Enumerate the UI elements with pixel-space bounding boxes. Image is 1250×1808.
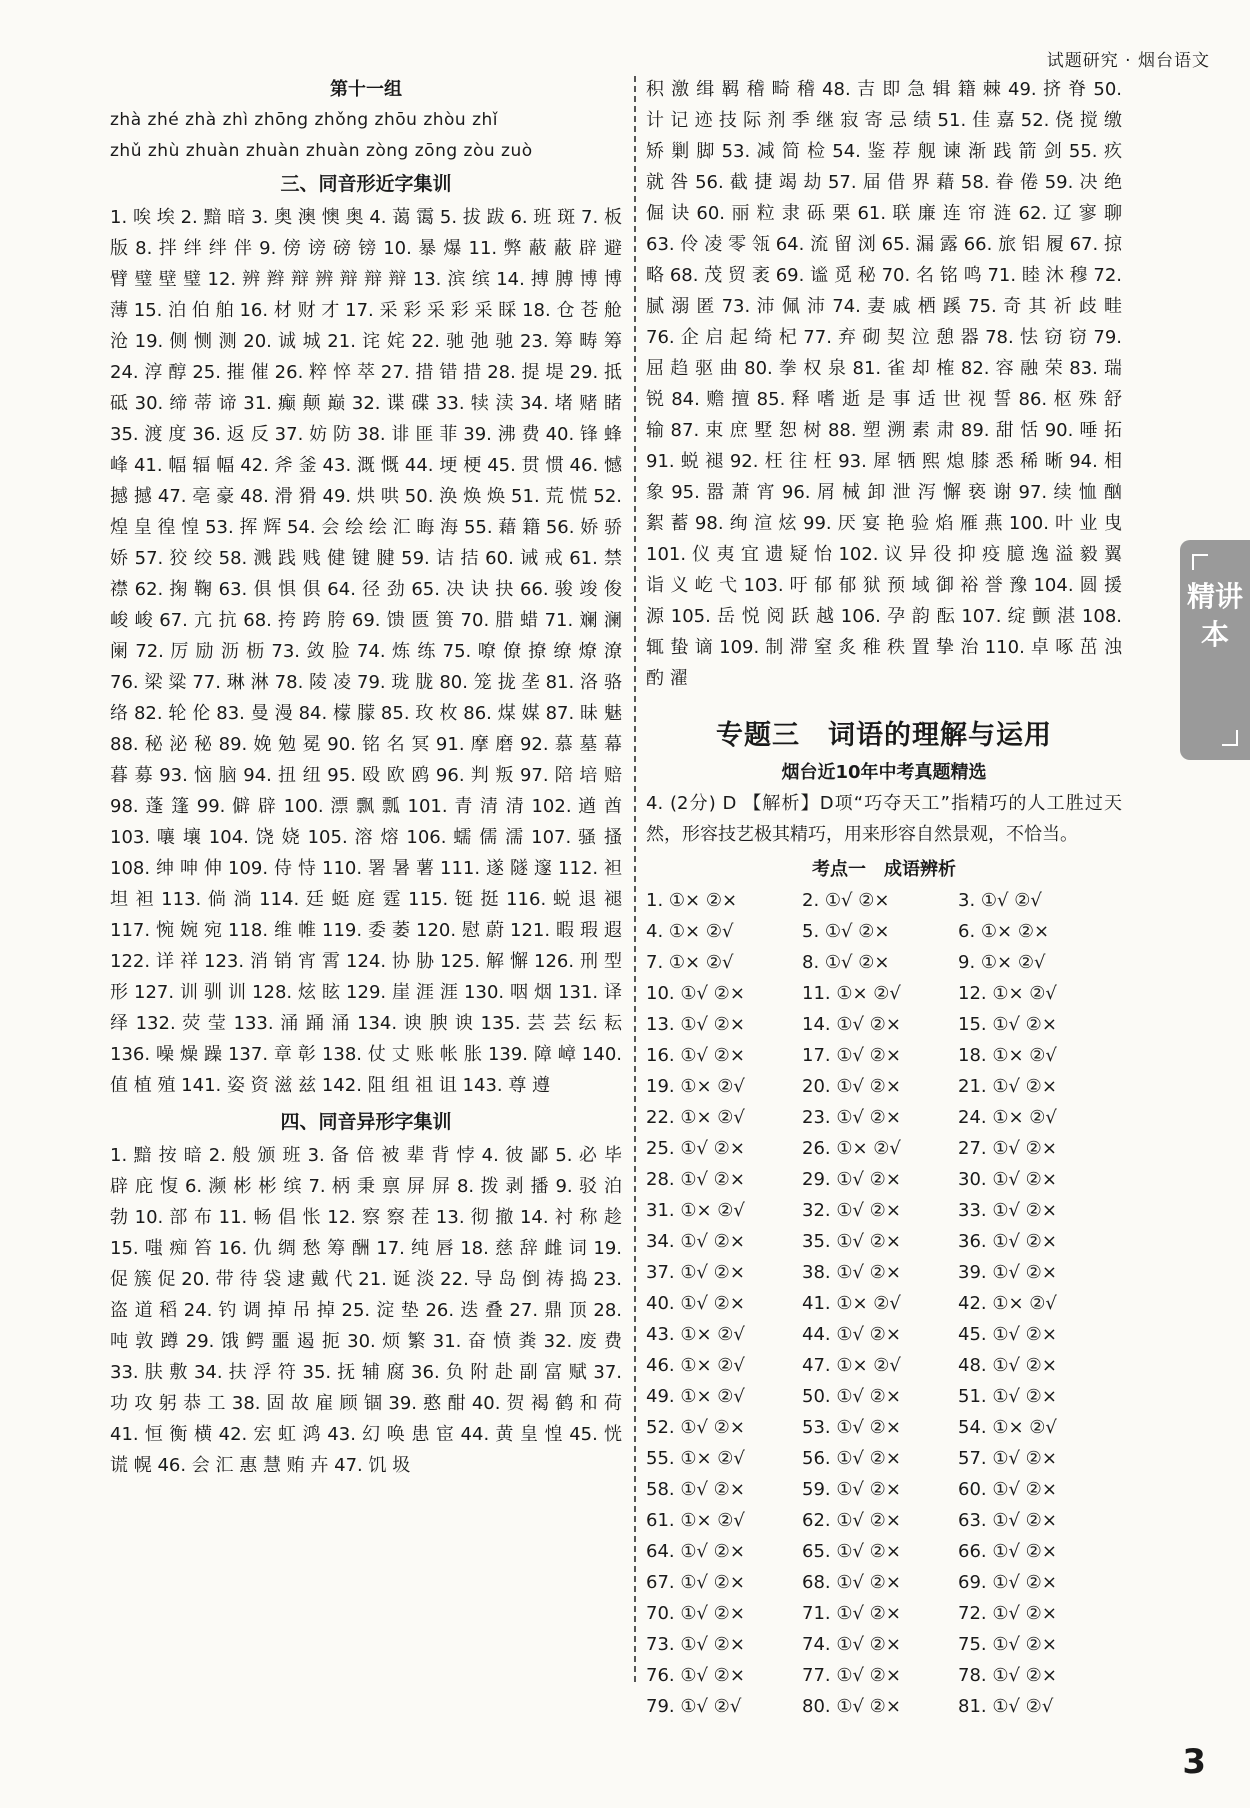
answer-cell: 27. ①√ ②× xyxy=(958,1138,1057,1159)
answer-cell: 19. ①× ②√ xyxy=(646,1076,745,1097)
answer-cell: 15. ①√ ②× xyxy=(958,1014,1057,1035)
answer-cell: 70. ①√ ②× xyxy=(646,1603,745,1624)
answer-cell: 20. ①√ ②× xyxy=(802,1076,901,1097)
answer-cell: 7. ①× ②√ xyxy=(646,952,734,973)
answer-cell: 45. ①√ ②× xyxy=(958,1324,1057,1345)
section-4-text: 1. 黯 按 暗 2. 般 颁 班 3. 备 倍 被 辈 背 悖 4. 彼 鄙 5. 必 毕 辟 庇 愎 6. 濒 彬 彬 缤 7. 柄 秉 禀 屏 屏 8. 拨 剥 播 9. 驳 泊 勃 10. 部 布 11. 畅 倡 怅 12. 察 察 茬 13. 彻 撤 14. 衬 称 趁 15. 嗤 痴 笞 16. 仇 绸 愁 筹 酬 17. 纯 唇 18. 慈 辞 雌 词 19. 促 簇 促 20. 带 待 袋 逮 戴 代 21. 诞 淡 22. 导 岛 倒 祷 捣 23. 盗 道 稻 24. 钓 调 掉 吊 掉 25. 淀 垫 26. 迭 叠 27. 鼎 顶 28. 吨 敦 蹲 29. 饿 鳄 噩 遏 扼 30. 烦 繁 31. 奋 愤 粪 32. 废 费 33. 肤 敷 34. 扶 浮 符 35. 抚 辅 腐 36. 负 附 赴 副 富 赋 37. 功 攻 躬 恭 工 38. 固 故 雇 顾 锢 39. 憨 酣 40. 贺 褐 鹤 和 荷 41. 恒 衡 横 42. 宏 虹 鸿 43. 幻 唤 患 宦 44. 黄 皇 惶 45. 恍 谎 幌 46. 会 汇 惠 慧 贿 卉 47. 饥 圾 xyxy=(110,1145,622,1476)
answer-cell: 56. ①√ ②× xyxy=(802,1448,901,1469)
answer-cell: 3. ①√ ②√ xyxy=(958,890,1042,911)
answer-cell: 26. ①× ②√ xyxy=(802,1138,901,1159)
answer-cell: 25. ①√ ②× xyxy=(646,1138,745,1159)
answer-cell: 1. ①× ②× xyxy=(646,890,738,911)
answer-row xyxy=(646,1009,1122,1040)
bracket-top-icon xyxy=(1192,554,1208,570)
answer-cell: 72. ①√ ②× xyxy=(958,1603,1057,1624)
answer-row xyxy=(646,1567,1122,1598)
answer-cell: 2. ①√ ②× xyxy=(802,890,890,911)
answer-cell: 67. ①√ ②× xyxy=(646,1572,745,1593)
answer-cell: 55. ①× ②√ xyxy=(646,1448,745,1469)
section-4-title: 四、同音异形字集训 xyxy=(280,1111,452,1133)
pinyin-line-1: zhà zhé zhà zhì zhōng zhǒng zhōu zhòu zhǐ xyxy=(110,110,499,130)
answer-cell: 58. ①√ ②× xyxy=(646,1479,745,1500)
answer-row xyxy=(646,1443,1122,1474)
answer-cell: 35. ①√ ②× xyxy=(802,1231,901,1252)
answer-cell: 37. ①√ ②× xyxy=(646,1262,745,1283)
answer-cell: 28. ①√ ②× xyxy=(646,1169,745,1190)
answer-cell: 42. ①× ②√ xyxy=(958,1293,1057,1314)
answer-cell: 62. ①√ ②× xyxy=(802,1510,901,1531)
answer-cell: 80. ①√ ②× xyxy=(802,1696,901,1717)
answer-cell: 68. ①√ ②× xyxy=(802,1572,901,1593)
answer-row xyxy=(646,1257,1122,1288)
side-tab-label: 精讲本 xyxy=(1186,580,1243,651)
answer-cell: 59. ①√ ②× xyxy=(802,1479,901,1500)
answer-cell: 44. ①√ ②× xyxy=(802,1324,901,1345)
answer-row xyxy=(646,978,1122,1009)
answer-cell: 29. ①√ ②× xyxy=(802,1169,901,1190)
answer-cell: 33. ①√ ②× xyxy=(958,1200,1057,1221)
answer-cell: 34. ①√ ②× xyxy=(646,1231,745,1252)
answer-cell: 17. ①√ ②× xyxy=(802,1045,901,1066)
answer-cell: 61. ①× ②√ xyxy=(646,1510,745,1531)
answer-cell: 36. ①√ ②× xyxy=(958,1231,1057,1252)
answer-cell: 50. ①√ ②× xyxy=(802,1386,901,1407)
answer-cell: 51. ①√ ②× xyxy=(958,1386,1057,1407)
answer-cell: 40. ①√ ②× xyxy=(646,1293,745,1314)
answer-cell: 11. ①× ②√ xyxy=(802,983,901,1004)
answer-cell: 52. ①√ ②× xyxy=(646,1417,745,1438)
answer-cell: 78. ①√ ②× xyxy=(958,1665,1057,1686)
answer-cell: 47. ①× ②√ xyxy=(802,1355,901,1376)
answer-row xyxy=(646,1505,1122,1536)
answer-row xyxy=(646,1133,1122,1164)
answer-cell: 75. ①√ ②× xyxy=(958,1634,1057,1655)
answer-cell: 57. ①√ ②× xyxy=(958,1448,1057,1469)
answer-row xyxy=(646,1040,1122,1071)
answer-row xyxy=(646,1381,1122,1412)
sub-title: 烟台近10年中考真题精选 xyxy=(781,762,987,783)
answer-cell: 8. ①√ ②× xyxy=(802,952,890,973)
answer-row xyxy=(646,1288,1122,1319)
answer-row xyxy=(646,1319,1122,1350)
answer-cell: 81. ①√ ②√ xyxy=(958,1696,1054,1717)
answer-cell: 63. ①√ ②× xyxy=(958,1510,1057,1531)
answer-cell: 60. ①√ ②× xyxy=(958,1479,1057,1500)
side-tab xyxy=(1180,540,1250,760)
answer-row xyxy=(646,1660,1122,1691)
answer-cell: 39. ①√ ②× xyxy=(958,1262,1057,1283)
answer-cell: 46. ①× ②√ xyxy=(646,1355,745,1376)
answer-cell: 24. ①× ②√ xyxy=(958,1107,1057,1128)
answer-cell: 30. ①√ ②× xyxy=(958,1169,1057,1190)
answer-cell: 9. ①× ②√ xyxy=(958,952,1046,973)
answer-cell: 18. ①× ②√ xyxy=(958,1045,1057,1066)
answer-cell: 23. ①√ ②× xyxy=(802,1107,901,1128)
answer-cell: 65. ①√ ②× xyxy=(802,1541,901,1562)
answer-cell: 6. ①× ②× xyxy=(958,921,1050,942)
answer-cell: 74. ①√ ②× xyxy=(802,1634,901,1655)
answer-cell: 41. ①× ②√ xyxy=(802,1293,901,1314)
page-header: 试题研究 · 烟台语文 xyxy=(1046,51,1210,71)
pinyin-line-2: zhǔ zhù zhuàn zhuàn zhuàn zòng zōng zòu zuò xyxy=(110,141,533,161)
answer-cell: 4. ①× ②√ xyxy=(646,921,734,942)
group-title: 第十一组 xyxy=(330,79,402,100)
section-3-text: 1. 唉 埃 2. 黯 暗 3. 奥 澳 懊 奥 4. 蔼 霭 5. 拔 跋 6. 班 斑 7. 板 版 8. 拌 绊 绊 伴 9. 傍 谤 磅 镑 10. 暴 爆 11. 弊 蔽 蔽 辟 避 臂 璧 壁 璧 12. 辨 辫 辩 辨 辩 辩 辩 13. 滨 缤 14. 搏 膊 博 博 薄 15. 泊 伯 舶 16. 材 财 才 17. 采 彩 采 彩 采 睬 18. 仓 苍 舱 沧 19. 侧 恻 测 20. 诚 城 21. 诧 姹 22. 驰 弛 驰 23. 筹 畴 筹 24. 淳 醇 25. 摧 催 26. 粹 悴 萃 27. 措 错 措 28. 提 堤 29. 抵 砥 30. 缔 蒂 谛 31. 癫 颠 巅 32. 谍 碟 33. 犊 渎 34. 堵 赌 睹 35. 渡 度 36. 返 反 37. 妨 防 38. 诽 匪 菲 39. 沸 费 40. 锋 蜂 峰 41. 幅 辐 幅 42. 斧 釜 43. 溉 慨 44. 埂 梗 45. 贯 惯 46. 憾 撼 撼 47. 亳 豪 48. 滑 猾 49. 烘 哄 50. 涣 焕 焕 51. 荒 慌 52. 煌 皇 徨 惶 53. 挥 辉 54. 会 绘 绘 汇 晦 海 55. 藉 籍 56. 娇 骄 娇 57. 狡 绞 58. 溅 践 贱 健 键 腱 59. 诘 拮 60. 诫 戒 61. 禁 襟 62. 掬 鞠 63. 俱 惧 俱 64. 径 劲 65. 决 诀 抉 66. 骏 竣 俊 峻 峻 67. 亢 抗 68. 挎 跨 胯 69. 馈 匮 篑 70. 腊 蜡 71. 斓 澜 阑 72. 厉 励 沥 枥 73. 敛 脸 74. 炼 练 75. 嘹 僚 撩 缭 燎 潦 76. 梁 粱 77. 琳 淋 78. 陵 凌 79. 珑 胧 80. 笼 拢 垄 81. 洛 骆 络 82. 轮 伦 83. 曼 漫 84. 檬 朦 85. 玫 枚 86. 煤 媒 87. 昧 魅 88. 秘 泌 秘 89. 娩 勉 冕 90. 铭 名 冥 91. 摩 磨 92. 慕 墓 幕 暮 募 93. 恼 脑 94. 扭 纽 95. 殴 欧 鸥 96. 判 叛 97. 陪 培 赔 98. 蓬 篷 99. 僻 辟 100. 漂 飘 瓢 101. 青 清 清 102. 遒 酋 103. 嚷 壤 104. 饶 娆 105. 溶 熔 106. 蠕 儒 濡 107. 骚 搔 108. 绅 呻 伸 109. 侍 恃 110. 署 暑 薯 111. 遂 隧 邃 112. 袒 坦 袒 113. 倘 淌 114. 廷 蜓 庭 霆 115. 铤 挺 116. 蜕 退 褪 117. 惋 婉 宛 118. 维 帷 119. 委 萎 120. 慰 蔚 121. 暇 瑕 遐 122. 详 祥 123. 消 销 宵 霄 124. 协 胁 125. 解 懈 126. 刑 型 形 127. 训 驯 训 128. 炫 眩 129. 崖 涯 涯 130. 咽 烟 131. 译 绎 132. 荧 莹 133. 涌 踊 涌 134. 谀 腴 谀 135. 芸 芸 纭 耘 136. 噪 燥 躁 137. 章 彰 138. 仗 丈 账 帐 胀 139. 障 嶂 140. 值 植 殖 141. 姿 资 滋 兹 142. 阻 组 祖 诅 143. 尊 遵 xyxy=(110,207,622,1096)
answer-row xyxy=(646,1195,1122,1226)
topic-title: 专题三 词语的理解与运用 xyxy=(716,720,1052,751)
answer-row xyxy=(646,1102,1122,1133)
answer-row xyxy=(646,1474,1122,1505)
answer-cell: 77. ①√ ②× xyxy=(802,1665,901,1686)
right-top-text: 积 激 缉 羁 稽 畸 稽 48. 吉 即 急 辑 籍 棘 49. 挤 脊 50. 计 记 迹 技 际 剂 季 继 寂 寄 忌 绩 51. 佳 嘉 52. 侥 搅 缴 矫 剿 脚 53. 减 简 检 54. 鉴 荐 舰 谏 渐 践 箭 剑 55. 疚 就 咎 56. 截 捷 竭 劫 57. 届 借 界 藉 58. 眷 倦 59. 决 绝 倔 诀 60. 丽 粒 隶 砾 栗 61. 联 廉 连 帘 涟 62. 辽 寥 聊 63. 伶 凌 零 瓴 64. 流 留 浏 65. 漏 露 66. 旅 铝 履 67. 掠 略 68. 茂 贸 袤 69. 谧 觅 秘 70. 名 铭 鸣 71. 睦 沐 穆 72. 腻 溺 匿 73. 沛 佩 沛 74. 妻 戚 栖 蹊 75. 奇 其 祈 歧 畦 76. 企 启 起 绮 杞 77. 弃 砌 契 泣 憩 器 78. 怯 窃 窃 79. 屈 趋 驱 曲 80. 拳 权 泉 81. 雀 却 榷 82. 容 融 荣 83. 瑞 锐 84. 赡 擅 85. 释 嗜 逝 是 事 适 世 视 誓 86. 枢 殊 舒 输 87. 束 庶 墅 恕 树 88. 塑 溯 素 肃 89. 甜 恬 90. 唾 拓 91. 蜕 褪 92. 枉 往 枉 93. 犀 牺 熙 熄 膝 悉 稀 晰 94. 相 象 95. 嚣 萧 宵 96. 屑 械 卸 泄 泻 懈 亵 谢 97. 续 恤 酗 絮 蓄 98. 绚 渲 炫 99. 厌 宴 艳 验 焰 雁 燕 100. 叶 业 曳 101. 仪 夷 宜 遗 疑 怡 102. 议 异 役 抑 疫 臆 逸 溢 毅 翼 诣 义 屹 弋 103. 吁 郁 郁 狱 预 域 御 裕 誉 豫 104. 圆 援 源 105. 岳 悦 阅 跃 越 106. 孕 韵 酝 107. 绽 颤 湛 108. 辄 蛰 谪 109. 制 滞 窒 炙 稚 秩 置 挚 治 110. 卓 啄 茁 浊 酌 濯 xyxy=(646,79,1122,689)
answer-cell: 71. ①√ ②× xyxy=(802,1603,901,1624)
answer-cell: 79. ①√ ②√ xyxy=(646,1696,742,1717)
left-column xyxy=(110,74,622,1481)
answer-row xyxy=(646,1598,1122,1629)
answer-row xyxy=(646,1226,1122,1257)
answer-cell: 69. ①√ ②× xyxy=(958,1572,1057,1593)
answer-cell: 48. ①√ ②× xyxy=(958,1355,1057,1376)
answer-grid xyxy=(646,885,1122,1722)
answer-row xyxy=(646,916,1122,947)
answer-cell: 38. ①√ ②× xyxy=(802,1262,901,1283)
answer-row xyxy=(646,1350,1122,1381)
column-divider xyxy=(634,76,636,1682)
answer-cell: 76. ①√ ②× xyxy=(646,1665,745,1686)
answer-row xyxy=(646,885,1122,916)
page-number: 3 xyxy=(1182,1742,1206,1782)
answer-cell: 43. ①× ②√ xyxy=(646,1324,745,1345)
kaodian-title: 考点一 成语辨析 xyxy=(812,859,956,880)
answer-row xyxy=(646,1536,1122,1567)
answer-cell: 73. ①√ ②× xyxy=(646,1634,745,1655)
answer-cell: 66. ①√ ②× xyxy=(958,1541,1057,1562)
section-3-title: 三、同音形近字集训 xyxy=(280,173,452,195)
answer-row xyxy=(646,947,1122,978)
right-column xyxy=(646,74,1122,1722)
answer-cell: 10. ①√ ②× xyxy=(646,983,745,1004)
answer-row xyxy=(646,1629,1122,1660)
answer-row xyxy=(646,1691,1122,1722)
bracket-bottom-icon xyxy=(1222,730,1238,746)
answer-cell: 21. ①√ ②× xyxy=(958,1076,1057,1097)
answer-cell: 31. ①× ②√ xyxy=(646,1200,745,1221)
answer-cell: 54. ①× ②√ xyxy=(958,1417,1057,1438)
answer-cell: 16. ①√ ②× xyxy=(646,1045,745,1066)
answer-cell: 5. ①√ ②× xyxy=(802,921,890,942)
answer-cell: 22. ①× ②√ xyxy=(646,1107,745,1128)
answer-cell: 49. ①× ②√ xyxy=(646,1386,745,1407)
answer-cell: 64. ①√ ②× xyxy=(646,1541,745,1562)
answer-row xyxy=(646,1412,1122,1443)
answer-row xyxy=(646,1071,1122,1102)
answer-cell: 53. ①√ ②× xyxy=(802,1417,901,1438)
answer-cell: 12. ①× ②√ xyxy=(958,983,1057,1004)
answer-cell: 14. ①√ ②× xyxy=(802,1014,901,1035)
answer-cell: 13. ①√ ②× xyxy=(646,1014,745,1035)
answer-row xyxy=(646,1164,1122,1195)
question-4-text: 4. (2分) D 【解析】D项“巧夺天工”指精巧的人工胜过天然，形容技艺极其精巧，用来形容自然景观，不恰当。 xyxy=(646,793,1122,845)
answer-cell: 32. ①√ ②× xyxy=(802,1200,901,1221)
